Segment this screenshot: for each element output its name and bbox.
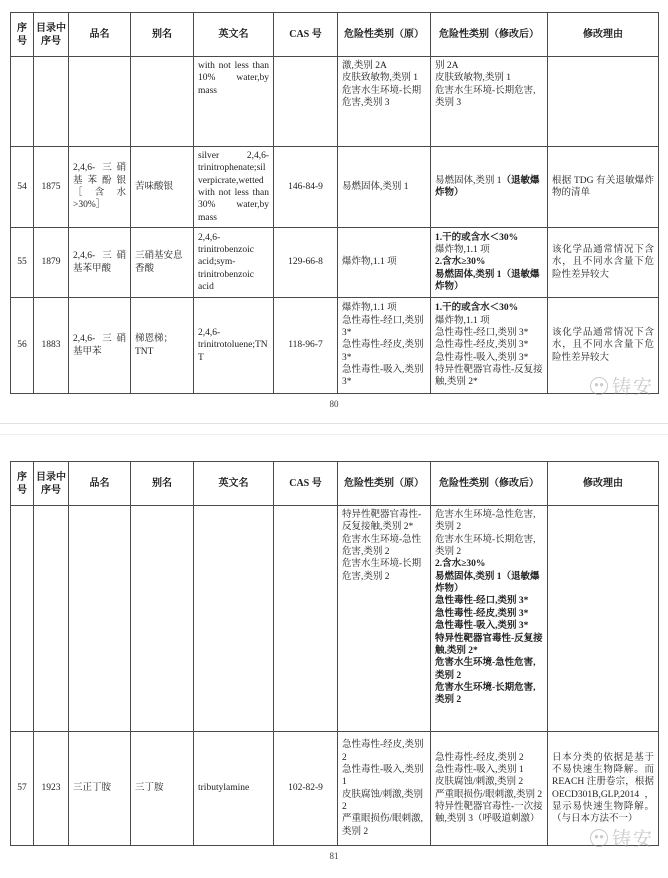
cell-line: 易燃固体,类别 1（退敏爆炸物） <box>435 571 540 595</box>
column-header: 修改理由 <box>548 13 659 57</box>
cell-line: silver 2,4,6-trinitrophenate;silverpicrate,wetted with not less than 30% water,by mass <box>198 151 269 223</box>
cell-line: 急性毒性-经皮,类别 2 <box>435 752 524 763</box>
cell-line: 急性毒性-经口,类别 3* <box>435 596 529 607</box>
cell-line: 1879 <box>41 257 61 268</box>
table-cell <box>548 506 659 732</box>
table-cell <box>194 147 274 228</box>
cell-line: 危害水生环境-急性危害,类别 2 <box>342 534 422 558</box>
table-cell <box>11 57 34 147</box>
table-row <box>11 57 659 147</box>
cell-line: 该化学品通常情况下含水，且不同水含量下危险性差异较大 <box>552 328 654 363</box>
table-row <box>11 228 659 298</box>
column-header: 品名 <box>69 462 131 506</box>
cell-line: 2,4,6-trinitrobenzoic acid;sym-trinitrobenzoic acid <box>198 232 254 293</box>
cell-line: 特异性靶器官毒性-反复接触,类别 2* <box>435 633 543 656</box>
cell-line: 129-66-8 <box>288 257 323 268</box>
cell-line: 皮肤腐蚀/刺激,类别 2 <box>435 777 524 788</box>
cell-line: 1875 <box>41 181 61 192</box>
cell-line: 爆炸物,1.1 项 <box>342 303 397 314</box>
table-cell <box>11 506 34 732</box>
cell-line: 易燃固体,类别 1 <box>342 181 409 192</box>
cell-line: 危害水生环境-急性危害,类别 2 <box>435 510 536 533</box>
cell-line: 急性毒性-吸入,类别 1 <box>342 764 424 788</box>
cell-line: 102-82-9 <box>288 783 323 794</box>
column-header: 英文名 <box>194 462 274 506</box>
table-cell <box>548 732 659 846</box>
sheet-page-81 <box>0 449 668 865</box>
cell-line: 急性毒性-经皮,类别 3* <box>435 340 529 351</box>
cell-line: 三丁胺 <box>135 783 164 794</box>
table-cell <box>131 298 194 394</box>
watermark-label: 铸安 <box>611 828 654 851</box>
table-cell <box>431 57 548 147</box>
table-cell <box>338 147 431 228</box>
column-header: 目录中序号 <box>34 13 69 57</box>
table-cell <box>11 228 34 298</box>
column-header: 序号 <box>11 13 34 57</box>
cell-line: 急性毒性-经皮,类别 3* <box>435 608 529 619</box>
table-cell <box>194 732 274 846</box>
table-cell <box>431 506 548 732</box>
watermark-label: 铸安 <box>611 376 654 399</box>
table-cell <box>548 147 659 228</box>
cell-line: 特异性靶器官毒性-一次接触,类别 3（呼吸道刺激） <box>435 801 543 825</box>
table-cell <box>431 732 548 846</box>
cell-line: 2,4,6- 三硝基甲苯 <box>73 334 126 357</box>
table-cell <box>11 298 34 394</box>
column-header: 别名 <box>131 462 194 506</box>
cell-line: 皮肤腐蚀/刺激,类别 2 <box>342 789 424 812</box>
cell-line: 皮肤致敏物,类别 1 <box>435 73 512 84</box>
table-cell <box>131 228 194 298</box>
column-header: 序号 <box>11 462 34 506</box>
cell-line: 梯恩梯；TNT <box>135 334 174 357</box>
cell-line: 1883 <box>41 340 61 351</box>
cell-line: 急性毒性-吸入,类别 3* <box>435 352 529 363</box>
table-cell <box>274 298 338 394</box>
page-number-81: 81 <box>329 851 339 862</box>
table-cell <box>131 57 194 147</box>
table-cell <box>194 57 274 147</box>
column-header: 修改理由 <box>548 462 659 506</box>
table-row <box>11 298 659 394</box>
table-cell <box>69 147 131 228</box>
cell-line: 别 2A <box>435 61 459 71</box>
column-header: 危险性类别（修改后） <box>431 462 548 506</box>
table-cell <box>69 228 131 298</box>
table-2-body <box>11 506 659 846</box>
column-header: 危险性类别（原） <box>338 462 431 506</box>
table-row <box>11 506 659 732</box>
table-cell <box>431 228 548 298</box>
cell-line: 146-84-9 <box>288 181 323 192</box>
page-number-80: 80 <box>329 399 339 410</box>
column-header: 危险性类别（原） <box>338 13 431 57</box>
cell-line: 1923 <box>41 783 61 794</box>
table-cell <box>274 57 338 147</box>
cell-line: 急性毒性-吸入,类别 3* <box>435 621 529 632</box>
cell-line: 危害水生环境-长期危害,类别 2 <box>342 559 422 582</box>
cell-line: 2.含水≥30% <box>435 559 486 570</box>
table-cell <box>69 506 131 732</box>
cell-line: 急性毒性-经皮,类别 2 <box>342 740 424 763</box>
cell-line: 苦味酸银 <box>135 181 174 192</box>
column-header: 危险性类别（修改后） <box>431 13 548 57</box>
cell-line: 2.含水≥30% <box>435 257 486 268</box>
table-1-header <box>11 13 659 57</box>
cell-line: 118-96-7 <box>288 340 323 351</box>
cell-line: 急性毒性-吸入,类别 3* <box>342 365 424 388</box>
table-cell <box>338 57 431 147</box>
cell-line: 三硝基安息香酸 <box>135 251 183 274</box>
table-cell <box>34 298 69 394</box>
cell-line: 56 <box>17 340 27 351</box>
cell-line: 严重眼损伤/眼刺激,类别 2 <box>342 814 424 837</box>
cell-line: 急性毒性-经口,类别 3* <box>435 328 529 339</box>
cell-line: 急性毒性-经皮,类别 3* <box>342 340 424 363</box>
cell-line: 1.干的或含水＜30% <box>435 303 519 314</box>
table-cell <box>11 147 34 228</box>
table-cell <box>34 506 69 732</box>
table-cell <box>338 732 431 846</box>
cell-line: with not less than 10% water,by mass <box>198 61 269 96</box>
table-cell <box>274 228 338 298</box>
cell-line: 特异性靶器官毒性-反复接触,类别 2* <box>342 510 422 533</box>
table-cell <box>274 506 338 732</box>
cell-line: 危害水生环境-长期危害,类别 3 <box>342 85 422 109</box>
hazard-revision-table-2 <box>10 461 659 846</box>
cell-line: 2,4,6- 三硝基苯酚银［含水>30%］ <box>73 163 126 211</box>
cell-line: 2,4,6- 三硝基苯甲酸 <box>73 251 126 274</box>
table-cell <box>69 298 131 394</box>
table-cell <box>274 147 338 228</box>
cell-line: 皮肤致敏物,类别 1 <box>342 73 419 84</box>
table-cell <box>338 228 431 298</box>
table-cell <box>548 228 659 298</box>
column-header: CAS 号 <box>274 462 338 506</box>
table-cell <box>431 298 548 394</box>
cell-line: 危害水生环境-长期危害,类别 2 <box>435 682 536 706</box>
table-cell <box>194 228 274 298</box>
table-cell <box>34 57 69 147</box>
cell-line: 严重眼损伤/眼刺激,类别 2 <box>435 789 543 800</box>
cell-line: 2,4,6-trinitrotoluene;TNT <box>198 328 268 363</box>
column-header: 别名 <box>131 13 194 57</box>
cell-line: 危害水生环境-长期危害,类别 2 <box>435 534 536 558</box>
cell-line: 57 <box>17 783 27 794</box>
table-row <box>11 147 659 228</box>
table-1-body <box>11 57 659 394</box>
cell-line: 1.干的或含水＜30% <box>435 232 519 243</box>
cell-line: 54 <box>17 181 27 192</box>
cell-line: 急性毒性-经口,类别 3* <box>342 315 424 339</box>
cell-line: 危害水生环境-急性危害,类别 2 <box>435 658 536 681</box>
page-break-divider <box>0 423 668 435</box>
cell-line: 激,类别 2A <box>342 61 387 71</box>
table-cell <box>431 147 548 228</box>
cell-line: tributylamine <box>198 783 250 794</box>
column-header: 英文名 <box>194 13 274 57</box>
table-cell <box>194 506 274 732</box>
table-2-header <box>11 462 659 506</box>
cell-line: 日本分类的依据是基于不易快速生物降解。而 REACH 注册卷宗，根据 OECD301B,GLP,2014，显示易快速生物降解。（与日本方法不一） <box>552 752 654 825</box>
column-header: CAS 号 <box>274 13 338 57</box>
column-header: 品名 <box>69 13 131 57</box>
column-header: 目录中序号 <box>34 462 69 506</box>
table-cell <box>69 732 131 846</box>
hazard-revision-table-1 <box>10 12 659 394</box>
cell-line: 根据 TDG 有关退敏爆炸物的清单 <box>552 175 654 199</box>
cell-line: 易燃固体,类别 1（退敏爆炸物） <box>435 269 540 293</box>
cell-line: 爆炸物,1.1 项 <box>435 245 490 256</box>
table-cell <box>548 57 659 147</box>
cell-line: 三正丁胺 <box>73 783 112 794</box>
cell-line: 爆炸物,1.1 项 <box>342 257 397 268</box>
table-row <box>11 732 659 846</box>
table-cell <box>131 506 194 732</box>
table-cell <box>131 732 194 846</box>
cell-line: 该化学品通常情况下含水，且不同水含量下危险性差异较大 <box>552 245 654 280</box>
sheet-page-80 <box>0 0 668 413</box>
table-cell <box>11 732 34 846</box>
table-cell <box>34 732 69 846</box>
table-cell <box>131 147 194 228</box>
cell-line: 急性毒性-吸入,类别 1 <box>435 764 524 775</box>
table-cell <box>274 732 338 846</box>
table-cell <box>34 228 69 298</box>
cell-line: 危害水生环境-长期危害,类别 3 <box>435 85 536 109</box>
table-cell <box>69 57 131 147</box>
cell-line: 55 <box>17 257 27 268</box>
cell-line: 爆炸物,1.1 项 <box>435 315 490 326</box>
cell-line: 易燃固体,类别 1（退敏爆炸物） <box>435 175 540 199</box>
table-cell <box>34 147 69 228</box>
cell-line: 特异性靶器官毒性-反复接触,类别 2* <box>435 365 543 388</box>
table-cell <box>338 298 431 394</box>
table-cell <box>338 506 431 732</box>
table-cell <box>548 298 659 394</box>
table-cell <box>194 298 274 394</box>
